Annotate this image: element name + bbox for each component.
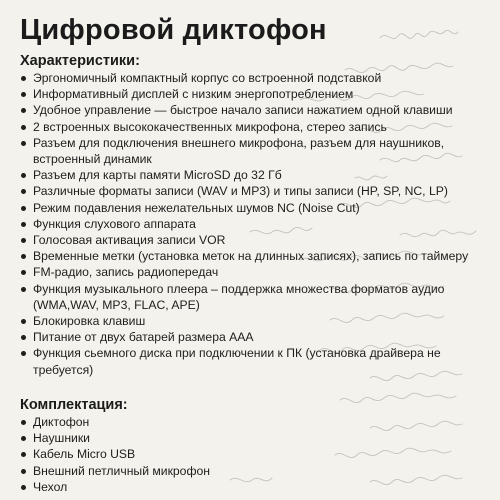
feature-text: Питание от двух батарей размера AAA (33, 330, 254, 345)
list-item (20, 329, 494, 345)
bullet-icon (21, 173, 26, 178)
list-item (20, 102, 494, 118)
feature-text: 2 встроенных высококачественных микрофона, стерео запись (33, 119, 387, 134)
package-text: Диктофон (33, 415, 90, 429)
features-heading: Характеристики: (20, 53, 140, 69)
bullet-icon (21, 125, 26, 130)
package-text: Чехол (33, 479, 68, 494)
list-item (20, 345, 494, 377)
feature-text: Различные форматы записи (WAV и MP3) и типы записи (HP, SP, NC, LP) (33, 184, 448, 199)
bullet-icon (21, 420, 26, 425)
package-text: Внешний петличный микрофон (33, 463, 210, 478)
page-title: Цифровой диктофон (20, 14, 327, 46)
list-item (20, 313, 494, 329)
bullet-icon (21, 238, 26, 243)
list-item (20, 479, 494, 495)
list-item (20, 446, 494, 462)
list-item (20, 463, 494, 479)
bullet-icon (21, 335, 26, 340)
feature-text: Удобное управление — быстрое начало записи нажатием одной клавиши (33, 103, 453, 118)
bullet-icon (21, 270, 26, 275)
feature-text: Информативный дисплей с низким энергопотреблением (33, 87, 354, 102)
list-item (20, 248, 494, 264)
features-list (20, 70, 494, 378)
list-item (20, 281, 494, 313)
bullet-icon (21, 287, 26, 292)
list-item (20, 183, 494, 199)
package-list (20, 414, 494, 495)
list-item (20, 264, 494, 280)
feature-text: FM-радио, запись радиопередач (33, 265, 219, 280)
feature-text: Функция сьемного диска при подключении к ПК (установка драйвера не требуется) (33, 346, 441, 377)
bullet-icon (21, 254, 26, 259)
bullet-icon (21, 189, 26, 194)
feature-text: Голосовая активация записи VOR (33, 233, 226, 248)
list-item (20, 216, 494, 232)
feature-text: Функция слухового аппарата (33, 216, 196, 231)
bullet-icon (21, 436, 26, 441)
feature-text: Эргономичный компактный корпус со встроенной подставкой (33, 71, 382, 85)
list-item (20, 200, 494, 216)
bullet-icon (21, 351, 26, 356)
feature-text: Функция музыкального плеера – поддержка множества форматов аудио (WMA,WAV, MP3, FLAC, APE) (33, 281, 445, 312)
list-item (20, 167, 494, 183)
bullet-icon (21, 222, 26, 227)
list-item (20, 135, 494, 167)
list-item (20, 119, 494, 135)
bullet-icon (21, 469, 26, 474)
package-heading: Комплектация: (20, 397, 128, 413)
bullet-icon (21, 108, 26, 113)
bullet-icon (21, 141, 26, 146)
feature-text: Разъем для подключения внешнего микрофона, разъем для наушников, встроенный динамик (33, 135, 445, 167)
bullet-icon (21, 452, 26, 457)
feature-text: Режим подавления нежелательных шумов NC (Noise Cut) (33, 200, 360, 215)
package-text: Наушники (33, 431, 90, 446)
bullet-icon (21, 92, 26, 97)
list-item (20, 414, 494, 430)
feature-text: Временные метки (установка меток на длинных записях), запись по таймеру (33, 249, 469, 264)
package-text: Кабель Micro USB (33, 447, 136, 462)
feature-text: Разъем для карты памяти MicroSD до 32 Гб (33, 168, 282, 183)
list-item (20, 86, 494, 102)
list-item (20, 70, 494, 86)
bullet-icon (21, 76, 26, 81)
bullet-icon (21, 319, 26, 324)
feature-text: Блокировка клавиш (33, 314, 146, 329)
list-item (20, 430, 494, 446)
bullet-icon (21, 206, 26, 211)
list-item (20, 232, 494, 248)
bullet-icon (21, 485, 26, 490)
